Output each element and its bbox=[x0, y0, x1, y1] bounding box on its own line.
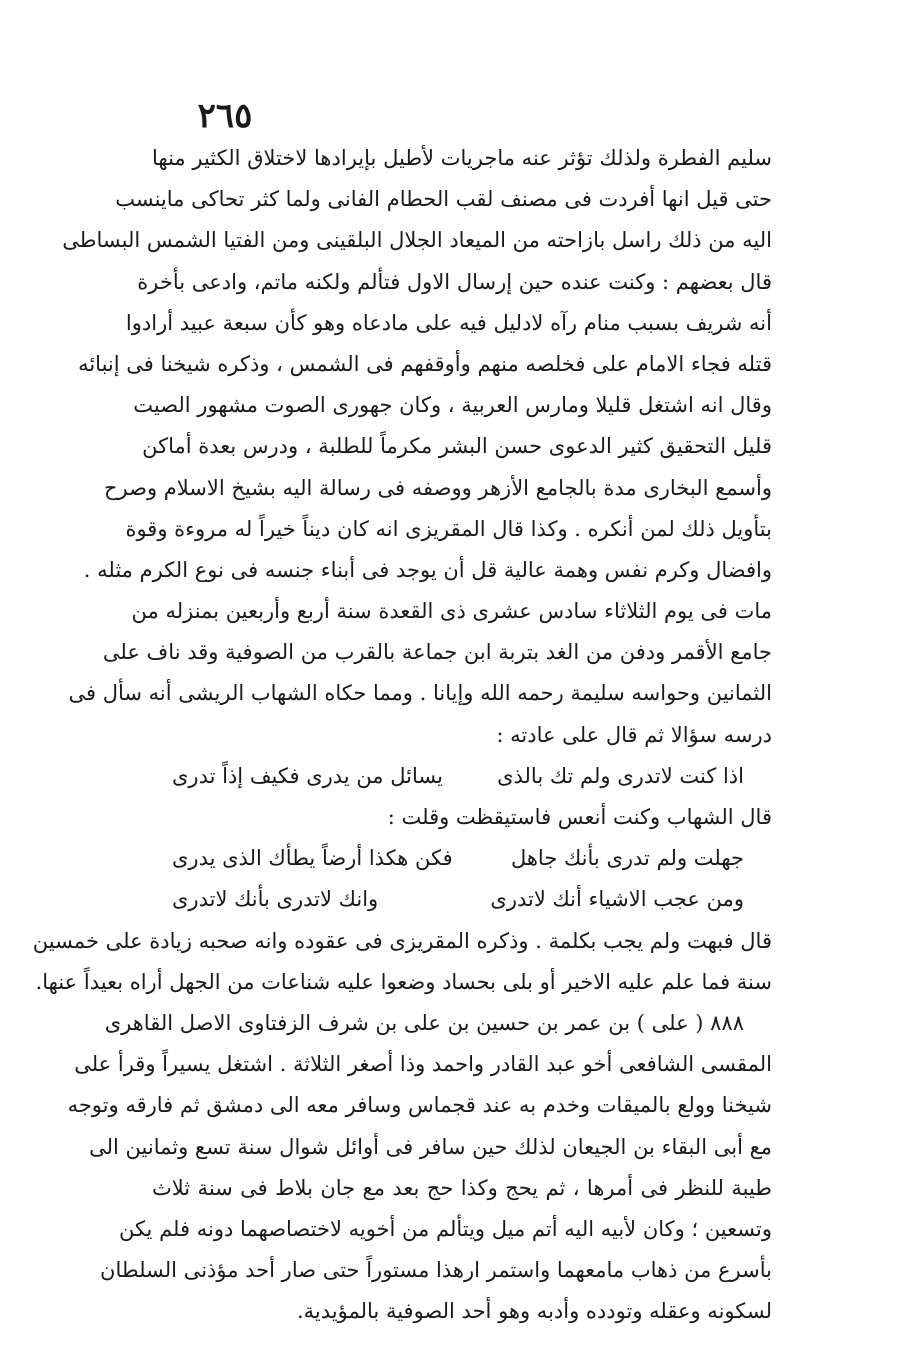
verse-line bbox=[152, 756, 772, 797]
text-line: حتى قيل انها أفردت فى مصنف لقب الحطام الفانى ولما كثر تحاكى ماينسب bbox=[115, 187, 772, 212]
text-line: بأسرع من ذهاب مامعهما واستمر ارهذا مستوراً حتى صار أحد مؤذنى السلطان bbox=[100, 1258, 772, 1283]
text-line: سليم الفطرة ولذلك تؤثر عنه ماجريات لأطيل بإيرادها لاختلاق الكثير منها bbox=[152, 146, 772, 170]
text-line: قال الشهاب وكنت أنعس فاستيقظت وقلت : bbox=[387, 805, 772, 829]
text-line: درسه سؤالا ثم قال على عادته : bbox=[496, 722, 772, 747]
text-line: لسكونه وعقله وتودده وأدبه وهو أحد الصوفية بالمؤيدية. bbox=[297, 1299, 772, 1324]
verse-second-hemistich: وانك لاتدرى بأنك لاتدرى bbox=[172, 887, 379, 912]
verse-first-hemistich: جهلت ولم تدرى بأنك جاهل bbox=[510, 846, 744, 871]
verse-line bbox=[152, 879, 772, 920]
verse-first-hemistich: اذا كنت لاتدرى ولم تك بالذى bbox=[497, 763, 744, 788]
body-text bbox=[32, 138, 772, 1332]
text-line: قال بعضهم : وكنت عنده حين إرسال الاول فتألم ولكنه ماتم، وادعى بأخرة bbox=[137, 269, 772, 294]
text-line: أنه شريف بسبب منام رآه لادليل فيه على مادعاه وهو كأن سبعة عبيد أرادوا bbox=[125, 310, 772, 335]
text-line: مع أبى البقاء بن الجيعان لذلك حين سافر فى أوائل شوال سنة تسع وثمانين الى bbox=[89, 1134, 772, 1159]
text-line: سنة فما علم عليه الاخير أو بلى بحساد وضعوا عليه شناعات من الجهل أراه بعيداً عنها. bbox=[35, 969, 772, 994]
text-line: قليل التحقيق كثير الدعوى حسن البشر مكرماً للطلبة ، ودرس بعدة أماكن bbox=[142, 434, 772, 459]
text-line: قتله فجاء الامام على فخلصه منهم وأوقفهم فى الشمس ، وذكره شيخنا فى إنبائه bbox=[78, 351, 772, 376]
text-line: جامع الأقمر ودفن من الغد بتربة ابن جماعة بالقرب من الصوفية وقد ناف على bbox=[102, 640, 772, 665]
verse-second-hemistich: فكن هكذا أرضاً يطأك الذى يدرى bbox=[172, 846, 453, 871]
text-line: وأسمع البخارى مدة بالجامع الأزهر ووصفه فى رسالة اليه بشيخ الاسلام وصرح bbox=[103, 475, 772, 500]
text-line: وتسعين ؛ وكان لأبيه اليه أتم ميل ويتألم من أخويه لاختصاصهما دونه فلم يكن bbox=[118, 1216, 772, 1241]
page-number: ٢٦٥ bbox=[197, 96, 253, 136]
text-line: طيبة للنظر فى أمرها ، ثم يحج وكذا حج بعد مع جان بلاط فى سنة ثلاث bbox=[152, 1175, 772, 1200]
entry-heading-line: ٨٨٨ ( على ) بن عمر بن حسين بن على بن شرف الزفتاوى الاصل القاهرى bbox=[104, 1010, 744, 1035]
text-line: وقال انه اشتغل قليلا ومارس العربية ، وكان جهورى الصوت مشهور الصيت bbox=[133, 393, 772, 418]
verse-first-hemistich: ومن عجب الاشياء أنك لاتدرى bbox=[490, 887, 744, 912]
text-line: مات فى يوم الثلاثاء سادس عشرى ذى القعدة سنة أربع وأربعين بمنزله من bbox=[131, 599, 772, 624]
text-line: المقسى الشافعى أخو عبد القادر واحمد وذا أصغر الثلاثة . اشتغل يسيراً وقرأ على bbox=[74, 1052, 772, 1077]
text-line: الثمانين وحواسه سليمة رحمه الله وإيانا . ومما حكاه الشهاب الريشى أنه سأل فى bbox=[68, 681, 772, 706]
text-line: اليه من ذلك راسل بازاحته من الميعاد الجلال البلقينى ومن الفتيا الشمس البساطى bbox=[62, 228, 772, 253]
verse-line bbox=[152, 838, 772, 879]
text-line: بتأويل ذلك لمن أنكره . وكذا قال المقريزى انه كان ديناً خيراً له مروءة وقوة bbox=[125, 516, 772, 541]
text-line: قال فبهت ولم يجب بكلمة . وذكره المقريزى فى عقوده وانه صحبه زيادة على خمسين bbox=[32, 928, 772, 953]
verse-second-hemistich: يسائل من يدرى فكيف إذاً تدرى bbox=[172, 763, 443, 788]
text-line: وافضال وكرم نفس وهمة عالية قل أن يوجد فى أبناء جنسه فى نوع الكرم مثله . bbox=[83, 557, 772, 582]
text-line: شيخنا وولع بالميقات وخدم به عند قجماس وسافر معه الى دمشق ثم فارقه وتوجه bbox=[67, 1093, 772, 1118]
